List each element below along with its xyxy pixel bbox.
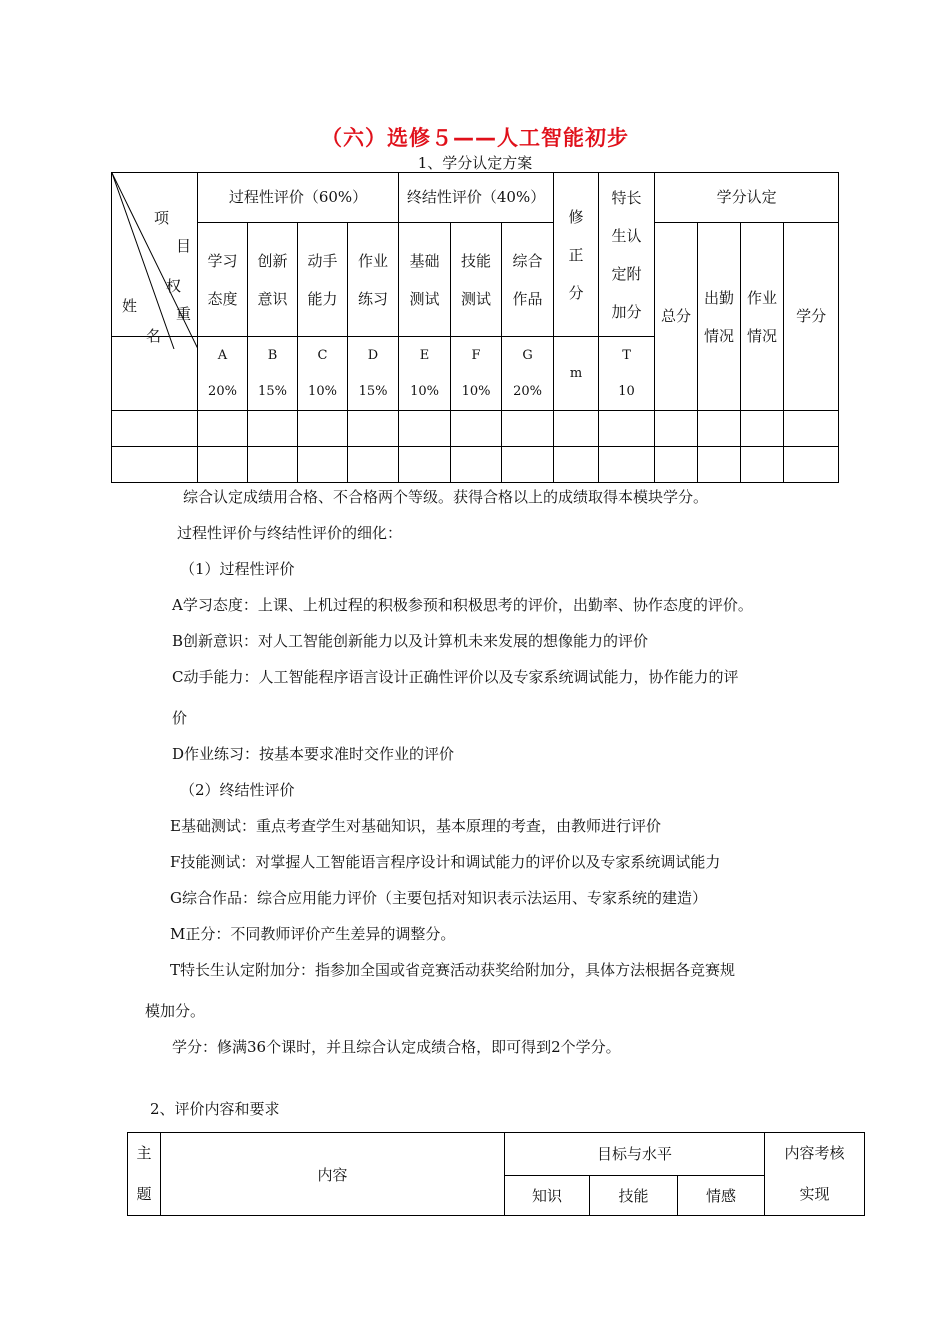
paragraph: 综合认定成绩用合格、不合格两个等级。获得合格以上的成绩取得本模块学分。 xyxy=(183,488,709,506)
col-basic-test: 基础 测试 xyxy=(399,223,451,337)
paragraph: F技能测试：对掌握人工智能语言程序设计和调试能力的评价以及专家系统调试能力 xyxy=(170,853,721,871)
col-total: 总分 xyxy=(655,223,698,411)
paragraph: T特长生认定附加分：指参加全国或省竞赛活动获奖给附加分，具体方法根据各竞赛规 xyxy=(170,961,736,979)
code-a: A 20% xyxy=(198,337,248,411)
emotion-header: 情感 xyxy=(678,1175,765,1216)
code-c: C 10% xyxy=(298,337,348,411)
skill-header: 技能 xyxy=(590,1175,678,1216)
assessment-header: 内容考核 实现 xyxy=(765,1133,865,1216)
final-eval-header: 终结性评价（40%） xyxy=(399,173,554,223)
paragraph: D作业练习：按基本要求准时交作业的评价 xyxy=(172,745,455,763)
credit-table xyxy=(111,172,839,483)
paragraph: 模加分。 xyxy=(145,1002,206,1020)
code-m: m xyxy=(554,337,599,411)
corner-name-1: 姓 xyxy=(122,297,138,315)
evaluation-table xyxy=(127,1132,865,1216)
special-bonus-header: 特长 生认 定附 加分 xyxy=(599,173,655,337)
topic-header: 主 题 xyxy=(128,1133,161,1216)
col-homework-status: 作业 情况 xyxy=(741,223,784,411)
paragraph: （1）过程性评价 xyxy=(180,560,295,578)
paragraph: 价 xyxy=(172,709,188,727)
code-e: E 10% xyxy=(399,337,451,411)
knowledge-header: 知识 xyxy=(505,1175,590,1216)
paragraph: 学分：修满36个课时，并且综合认定成绩合格，即可得到2个学分。 xyxy=(172,1038,621,1056)
corner-name-2: 名 xyxy=(146,327,162,345)
col-homework: 作业 练习 xyxy=(348,223,399,337)
document-title: （六）选修５——人工智能初步 xyxy=(321,126,629,150)
corner-weight-1: 权 xyxy=(166,277,182,295)
paragraph: 过程性评价与终结性评价的细化： xyxy=(177,524,403,542)
content-header: 内容 xyxy=(161,1133,505,1216)
code-t: T 10 xyxy=(599,337,655,411)
corner-weight-2: 重 xyxy=(176,305,192,323)
col-credit: 学分 xyxy=(784,223,839,411)
col-innovation: 创新 意识 xyxy=(248,223,298,337)
correction-header: 修 正 分 xyxy=(554,173,599,337)
corner-item-2: 目 xyxy=(176,237,192,255)
paragraph: M正分：不同教师评价产生差异的调整分。 xyxy=(170,925,456,943)
paragraph: A学习态度：上课、上机过程的积极参预和积极思考的评价，出勤率、协作态度的评价。 xyxy=(172,596,753,614)
section2-title: 2、评价内容和要求 xyxy=(150,1100,280,1118)
paragraph: B创新意识：对人工智能创新能力以及计算机未来发展的想像能力的评价 xyxy=(172,632,649,650)
table-corner-header xyxy=(112,173,198,345)
paragraph: C动手能力：人工智能程序语言设计正确性评价以及专家系统调试能力，协作能力的评 xyxy=(172,668,739,686)
credit-header: 学分认定 xyxy=(655,173,839,223)
paragraph: G综合作品：综合应用能力评价（主要包括对知识表示法运用、专家系统的建造） xyxy=(170,889,707,907)
col-skill-test: 技能 测试 xyxy=(451,223,502,337)
code-b: B 15% xyxy=(248,337,298,411)
goal-header: 目标与水平 xyxy=(505,1133,765,1176)
code-g: G 20% xyxy=(502,337,554,411)
code-d: D 15% xyxy=(348,337,399,411)
process-eval-header: 过程性评价（60%） xyxy=(198,173,399,223)
code-f: F 10% xyxy=(451,337,502,411)
table-row xyxy=(112,447,839,483)
col-attendance: 出勤 情况 xyxy=(698,223,741,411)
col-portfolio: 综合 作品 xyxy=(502,223,554,337)
corner-item-1: 项 xyxy=(154,209,170,227)
col-hands-on: 动手 能力 xyxy=(298,223,348,337)
table-row xyxy=(112,411,839,447)
col-learning-attitude: 学习 态度 xyxy=(198,223,248,337)
section1-title: 1、学分认定方案 xyxy=(417,154,533,172)
paragraph: E基础测试：重点考查学生对基础知识，基本原理的考查，由教师进行评价 xyxy=(170,817,661,835)
paragraph: （2）终结性评价 xyxy=(180,781,295,799)
